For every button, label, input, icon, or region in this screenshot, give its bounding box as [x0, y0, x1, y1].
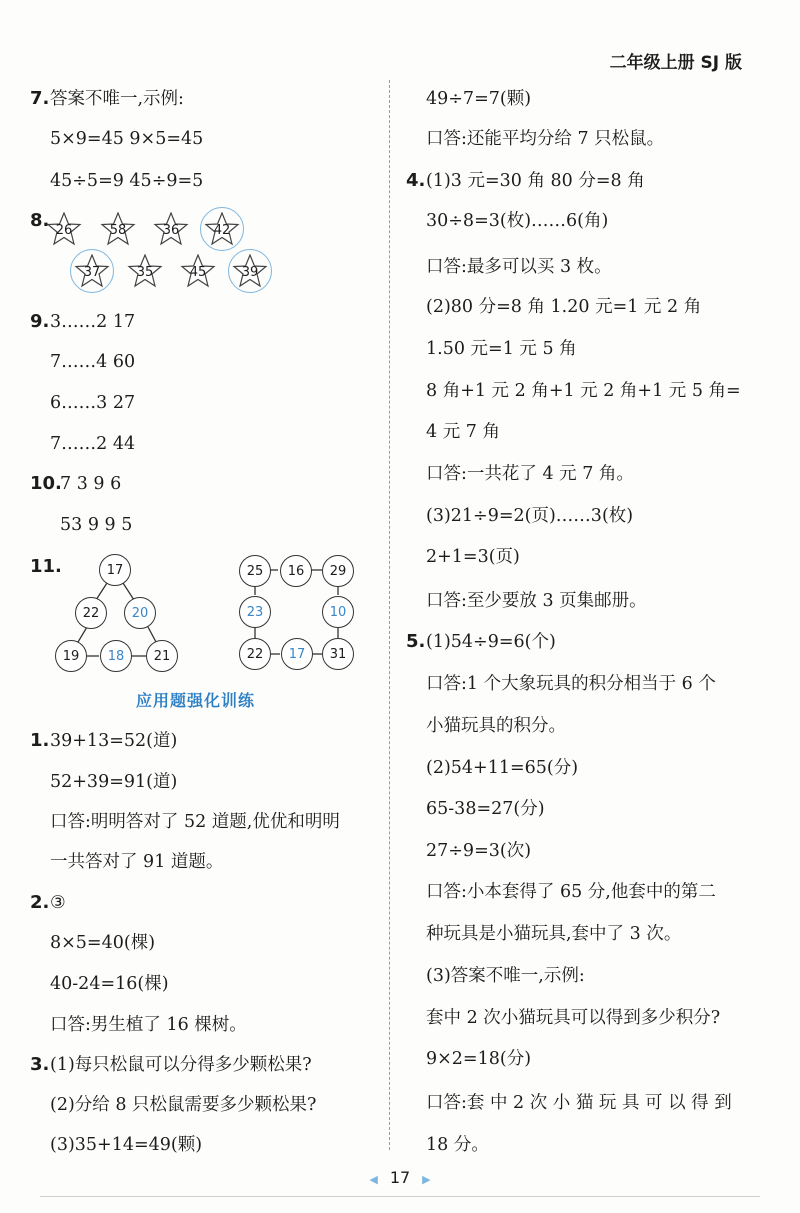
next-triangle-icon: ▶: [422, 1173, 431, 1186]
square-node-top-mid: 16: [280, 555, 312, 587]
a4-line2: 30÷8=3(枚)……6(角): [426, 211, 609, 231]
a5-line11: 9×2=18(分): [426, 1049, 532, 1069]
page-number-area: [0, 1168, 800, 1187]
star-value: 36: [162, 223, 180, 238]
r-line2: 口答:还能平均分给 7 只松鼠。: [426, 129, 665, 149]
a1-line1: 39+13=52(道): [50, 731, 178, 751]
q9-line2: 7……4 60: [50, 352, 136, 372]
square-node-top-right: 29: [322, 555, 354, 587]
a2-line2: 8×5=40(棵): [50, 933, 156, 953]
a4-line1: (1)3 元=30 角 80 分=8 角: [426, 171, 645, 191]
square-node-mid-left: 23: [239, 596, 271, 628]
triangle-node-bottom-left: 19: [55, 640, 87, 672]
triangle-node-mid-left: 22: [75, 597, 107, 629]
star-value: 45: [189, 265, 207, 280]
a4-line4: (2)80 分=8 角 1.20 元=1 元 2 角: [426, 297, 702, 317]
q9-number: 9.: [30, 311, 50, 332]
a4-line9: (3)21÷9=2(页)……3(枚): [426, 506, 634, 526]
q7-line1: 5×9=45 9×5=45: [50, 129, 204, 149]
q9-line4: 7……2 44: [50, 434, 136, 454]
a5-number: 5.: [406, 631, 426, 652]
a5-line12: 口答:套 中 2 次 小 猫 玩 具 可 以 得 到: [426, 1093, 732, 1113]
a5-line7: 口答:小本套得了 65 分,他套中的第二: [426, 882, 716, 902]
a4-line6: 8 角+1 元 2 角+1 元 2 角+1 元 5 角=: [426, 381, 741, 401]
a4-line7: 4 元 7 角: [426, 422, 500, 442]
a5-line1: (1)54÷9=6(个): [426, 632, 556, 652]
star-value: 58: [109, 223, 127, 238]
a1-line2: 52+39=91(道): [50, 772, 178, 792]
a2-line4: 口答:男生植了 16 棵树。: [50, 1015, 247, 1035]
a5-line8: 种玩具是小猫玩具,套中了 3 次。: [426, 924, 682, 944]
square-node-bottom-right: 31: [322, 638, 354, 670]
r-line1: 49÷7=7(颗): [426, 89, 532, 109]
a5-line9: (3)答案不唯一,示例:: [426, 966, 585, 986]
a5-line6: 27÷9=3(次): [426, 841, 532, 861]
star-value: 37: [83, 265, 101, 280]
q10-line1: 7 3 9 6: [60, 474, 122, 494]
triangle-node-bottom-right: 21: [146, 640, 178, 672]
a5-line2: 口答:1 个大象玩具的积分相当于 6 个: [426, 674, 716, 694]
a5-line13: 18 分。: [426, 1135, 489, 1155]
a3-line2: (2)分给 8 只松鼠需要多少颗松果?: [50, 1095, 317, 1115]
a1-number: 1.: [30, 730, 50, 751]
a2-line3: 40-24=16(棵): [50, 974, 169, 994]
q8-number: 8.: [30, 210, 50, 231]
a4-line10: 2+1=3(页): [426, 547, 520, 567]
triangle-node-top: 17: [99, 554, 131, 586]
a5-line4: (2)54+11=65(分): [426, 758, 579, 778]
q7-line2: 45÷5=9 45÷9=5: [50, 171, 204, 191]
square-node-bottom-mid: 17: [281, 638, 313, 670]
q9-line3: 6……3 27: [50, 393, 136, 413]
footer-rule: [40, 1196, 760, 1197]
q7-head: 答案不唯一,示例:: [50, 89, 184, 109]
square-node-top-left: 25: [239, 555, 271, 587]
a4-line5: 1.50 元=1 元 5 角: [426, 339, 577, 359]
triangle-node-mid-right: 20: [124, 597, 156, 629]
star-value: 42: [213, 223, 231, 238]
triangle-node-bottom-mid: 18: [100, 640, 132, 672]
section-title: 应用题强化训练: [136, 691, 256, 710]
q11-number: 11.: [30, 556, 62, 577]
q10-line2: 53 9 9 5: [60, 515, 133, 535]
a5-line10: 套中 2 次小猫玩具可以得到多少积分?: [426, 1008, 721, 1028]
page-number: 17: [389, 1168, 411, 1187]
a4-line11: 口答:至少要放 3 页集邮册。: [426, 591, 647, 611]
a4-line8: 口答:一共花了 4 元 7 角。: [426, 464, 634, 484]
a2-number: 2.: [30, 892, 50, 913]
q7-number: 7.: [30, 88, 50, 109]
square-node-bottom-left: 22: [239, 638, 271, 670]
a5-line5: 65-38=27(分): [426, 799, 545, 819]
square-node-mid-right: 10: [322, 596, 354, 628]
a3-number: 3.: [30, 1054, 50, 1075]
q9-line1: 3……2 17: [50, 312, 136, 332]
header-title: 二年级上册 SJ 版: [609, 53, 742, 73]
prev-triangle-icon: ◀: [369, 1173, 378, 1186]
star-value: 35: [136, 265, 154, 280]
a4-line3: 口答:最多可以买 3 枚。: [426, 257, 612, 277]
a1-line4: 一共答对了 91 道题。: [50, 852, 224, 872]
a2-line1: ③: [50, 893, 66, 913]
q11-connector-lines: [0, 0, 400, 700]
star-value: 26: [55, 223, 73, 238]
star-value: 39: [241, 265, 259, 280]
a4-number: 4.: [406, 170, 426, 191]
q10-number: 10.: [30, 473, 62, 494]
a3-line1: (1)每只松鼠可以分得多少颗松果?: [50, 1055, 312, 1075]
a5-line3: 小猫玩具的积分。: [426, 716, 566, 736]
a3-line3: (3)35+14=49(颗): [50, 1135, 203, 1155]
a1-line3: 口答:明明答对了 52 道题,优优和明明: [50, 812, 340, 832]
